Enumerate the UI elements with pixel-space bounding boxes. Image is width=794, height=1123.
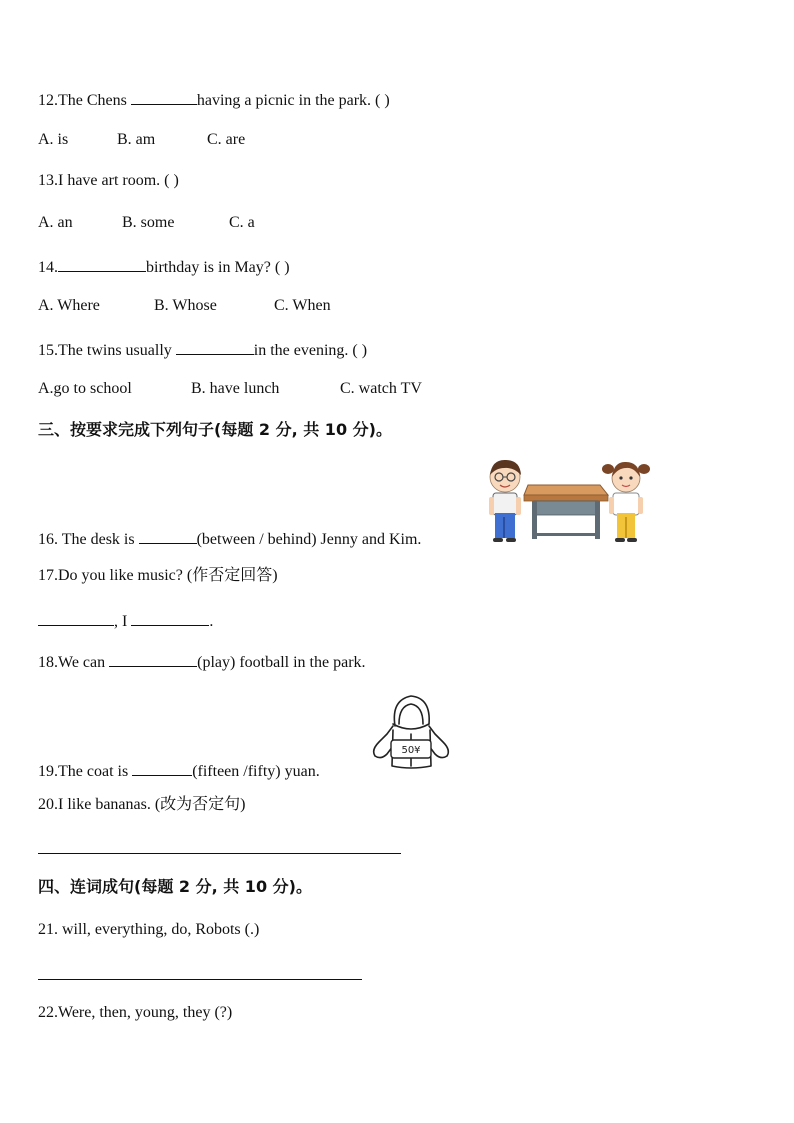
answer-blank[interactable] — [58, 255, 146, 272]
answer-blank[interactable] — [139, 527, 197, 544]
answer-line[interactable] — [38, 979, 362, 980]
option-c: C. are — [207, 131, 246, 148]
question-15-options — [38, 379, 422, 399]
option-b: B. am — [117, 131, 156, 148]
answer-blank[interactable] — [131, 88, 197, 105]
boy-icon — [489, 460, 521, 542]
answer-mid: , I — [114, 613, 132, 630]
answer-blank[interactable] — [109, 650, 197, 667]
question-20-text: 20.I like bananas. (改为否定句) — [38, 796, 246, 813]
option-c: C. a — [229, 214, 255, 231]
section-4-heading: 四、连词成句(每题 2 分, 共 10 分)。 — [38, 877, 312, 896]
question-18 — [38, 650, 366, 673]
question-13 — [38, 171, 179, 191]
question-21 — [38, 920, 259, 940]
question-12-post: having a picnic in the park. ( ) — [196, 92, 390, 109]
question-18-post: (play) football in the park. — [197, 654, 366, 671]
answer-blank[interactable] — [38, 609, 114, 626]
price-tag-text: 50¥ — [401, 745, 421, 756]
question-17 — [38, 566, 278, 586]
option-a: A. an — [38, 214, 73, 231]
option-b: B. some — [122, 214, 175, 231]
question-15 — [38, 338, 367, 361]
hood-inner — [399, 704, 423, 724]
question-12 — [38, 88, 390, 111]
answer-end: . — [209, 613, 214, 630]
question-14-pre: 14. — [38, 259, 58, 276]
question-16-post: (between / behind) Jenny and Kim. — [196, 531, 422, 548]
answer-blank[interactable] — [176, 338, 254, 355]
answer-line[interactable] — [38, 853, 401, 854]
option-c: C. watch TV — [340, 380, 422, 397]
question-14-post: birthday is in May? ( ) — [146, 259, 290, 276]
question-22 — [38, 1003, 232, 1023]
answer-blank[interactable] — [132, 759, 192, 776]
option-a: A.go to school — [38, 380, 132, 397]
option-b: B. have lunch — [191, 380, 280, 397]
question-19-post: (fifteen /fifty) yuan. — [192, 763, 320, 780]
option-a: A. is — [38, 131, 69, 148]
question-12-pre: 12.The Chens — [38, 92, 131, 109]
option-b: B. Whose — [154, 297, 217, 314]
question-14-options — [38, 296, 331, 316]
question-17-answer — [38, 609, 213, 632]
question-18-pre: 18.We can — [38, 654, 110, 671]
option-c: C. When — [274, 297, 331, 314]
question-15-pre: 15.The twins usually — [38, 342, 176, 359]
girl-icon — [602, 462, 650, 542]
question-12-options — [38, 130, 245, 150]
question-17-text: 17.Do you like music? (作否定回答) — [38, 567, 278, 584]
question-13-text: 13.I have art room. ( ) — [38, 172, 179, 189]
question-16 — [38, 527, 421, 550]
question-20 — [38, 795, 246, 815]
question-15-post: in the evening. ( ) — [253, 342, 368, 359]
section-3-heading: 三、按要求完成下列句子(每题 2 分, 共 10 分)。 — [38, 420, 392, 439]
question-13-options — [38, 213, 255, 233]
answer-blank[interactable] — [131, 609, 209, 626]
question-14 — [38, 255, 290, 278]
kids-desk-illustration — [484, 455, 664, 545]
desk-icon — [524, 485, 608, 539]
question-21-text: 21. will, everything, do, Robots (.) — [38, 921, 260, 938]
coat-illustration — [365, 690, 457, 774]
question-19 — [38, 759, 320, 782]
question-16-pre: 16. The desk is — [38, 531, 139, 548]
question-22-text: 22.Were, then, young, they (?) — [38, 1004, 233, 1021]
question-19-pre: 19.The coat is — [38, 763, 133, 780]
option-a: A. Where — [38, 297, 100, 314]
